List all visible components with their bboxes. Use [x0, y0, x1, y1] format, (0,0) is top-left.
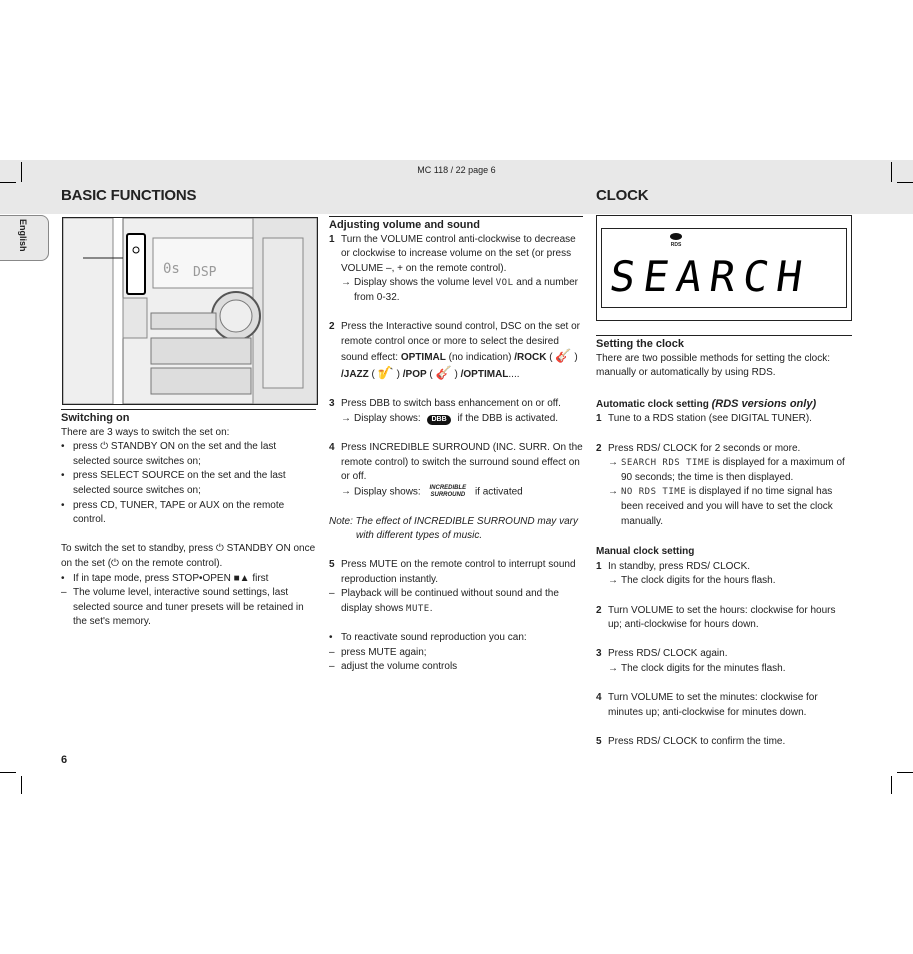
crop-mark	[0, 772, 16, 773]
illustration-display-text: DSP	[193, 265, 217, 280]
page-number: 6	[61, 754, 68, 766]
page-header: MC 118 / 22 page 6	[417, 165, 496, 175]
switching-on-heading: Switching on	[61, 409, 316, 426]
step-3: 3 Press DBB to switch bass enhancement on or off.	[329, 398, 561, 410]
step-1: 1 Turn the VOLUME control anti-clockwise to decrease or clockwise to increase volume on the set (or press VOLUME –, + on the remote control).	[329, 233, 576, 274]
list-item: • To reactivate sound reproduction you can:	[329, 632, 527, 644]
list-item: – press MUTE again;	[329, 646, 427, 658]
lcd-mute: MUTE	[406, 604, 430, 615]
step-2: 2 Press the Interactive sound control, DSC on the set or remote control once or more to select the desired sound effect: OPTIMAL (no indication) /ROCK ( 🎸 ) /JAZZ ( 🎷 ) /POP ( 🎸 ) /OPTIMAL....	[329, 321, 581, 380]
auto-step-2: 2 Press RDS/ CLOCK for 2 seconds or more.	[596, 442, 801, 454]
crop-mark	[897, 182, 913, 183]
step-3-result: → Display shows: DBB if the DBB is activated.	[341, 412, 559, 424]
language-tab-label: English	[18, 219, 28, 252]
auto-step-2-result-1: → SEARCH RDS TIME is displayed for a maximum of 90 seconds; the time is then displayed.	[608, 457, 845, 483]
setting-clock-heading: Setting the clock	[596, 335, 852, 352]
list-item: – The volume level, interactive sound settings, last selected source and tuner presets will be retained in the set's memory.	[61, 587, 304, 628]
saxophone-icon: 🎷	[377, 364, 394, 380]
right-column	[596, 335, 852, 749]
clock-display-illustration	[596, 215, 852, 321]
crop-mark	[21, 162, 22, 182]
crop-mark	[897, 772, 913, 773]
lcd-vol: VOL	[495, 278, 514, 289]
lcd-search-text: SEARCH	[606, 252, 814, 301]
optimal-label: OPTIMAL	[400, 352, 446, 364]
section-title-clock: CLOCK	[596, 187, 649, 204]
note-text: Note: The effect of INCREDIBLE SURROUND may vary with different types of music.	[329, 515, 578, 542]
manual-step-1: 1 In standby, press RDS/ CLOCK.	[596, 560, 751, 572]
crop-mark	[891, 162, 892, 182]
manual-step-2: 2 Turn VOLUME to set the hours: clockwise for hours up; anti-clockwise for hours down.	[596, 604, 836, 631]
switching-intro: There are 3 ways to switch the set on:	[61, 426, 230, 438]
language-tab	[0, 215, 49, 261]
auto-step-1: 1 Tune to a RDS station (see DIGITAL TUNER).	[596, 413, 812, 425]
crop-mark	[891, 776, 892, 794]
crop-mark	[21, 776, 22, 794]
list-item: • If in tape mode, press STOP•OPEN ■▲ first	[61, 572, 269, 584]
step-4: 4 Press INCREDIBLE SURROUND (INC. SURR. On the remote control) to switch the surround sound effect on or off.	[329, 441, 583, 483]
auto-step-2-result-2: → NO RDS TIME is displayed if no time signal has been received and you will have to set the clock manually.	[608, 486, 833, 527]
guitar-icon: 🎸	[435, 364, 452, 380]
list-item: • press CD, TUNER, TAPE or AUX on the remote control.	[61, 499, 285, 526]
incredible-surround-icon: INCREDIBLE SURROUND	[429, 484, 467, 498]
step-1-result: → Display shows the volume level VOL and a number from 0-32.	[341, 277, 578, 303]
auto-heading: Automatic clock setting (RDS versions only)	[596, 397, 817, 410]
setting-intro: There are two possible methods for setting the clock: manually or automatically by using RDS.	[596, 352, 831, 379]
manual-step-1-result: → The clock digits for the hours flash.	[608, 575, 776, 587]
manual-step-3-result: → The clock digits for the minutes flash.	[608, 662, 786, 674]
rock-icon: 🎸	[555, 348, 572, 364]
list-item: – adjust the volume controls	[329, 661, 458, 673]
manual-step-3: 3 Press RDS/ CLOCK again.	[596, 648, 728, 660]
left-column	[61, 409, 316, 630]
step-5: 5 Press MUTE on the remote control to interrupt sound reproduction instantly.	[329, 559, 576, 585]
volume-heading: Adjusting volume and sound	[329, 216, 583, 233]
list-item: – Playback will be continued without sound and the display shows MUTE.	[329, 588, 559, 615]
crop-mark	[0, 182, 16, 183]
manual-step-5: 5 Press RDS/ CLOCK to confirm the time.	[596, 735, 786, 747]
manual-heading: Manual clock setting	[596, 546, 695, 558]
manual-step-4: 4 Turn VOLUME to set the minutes: clockwise for minutes up; anti-clockwise for minutes down.	[596, 692, 818, 718]
lcd-frame	[601, 228, 847, 308]
standby-text: To switch the set to standby, press ⏻ STANDBY ON once on the set (⏻ on the remote control).	[61, 543, 316, 569]
middle-column	[329, 216, 583, 675]
device-illustration	[62, 217, 318, 405]
list-item: • press ⏻ STANDBY ON on the set and the last selected source switches on;	[61, 441, 277, 467]
step-4-result: → Display shows: INCREDIBLE SURROUND if activated	[341, 484, 523, 498]
section-title-basic-functions: BASIC FUNCTIONS	[61, 187, 197, 204]
device-illustration-drawing	[63, 218, 317, 404]
dbb-icon: DBB	[427, 415, 450, 425]
rds-icon: RDS	[670, 233, 682, 248]
svg-text:0s: 0s	[163, 261, 180, 277]
list-item: • press SELECT SOURCE on the set and the last selected source switches on;	[61, 470, 286, 496]
